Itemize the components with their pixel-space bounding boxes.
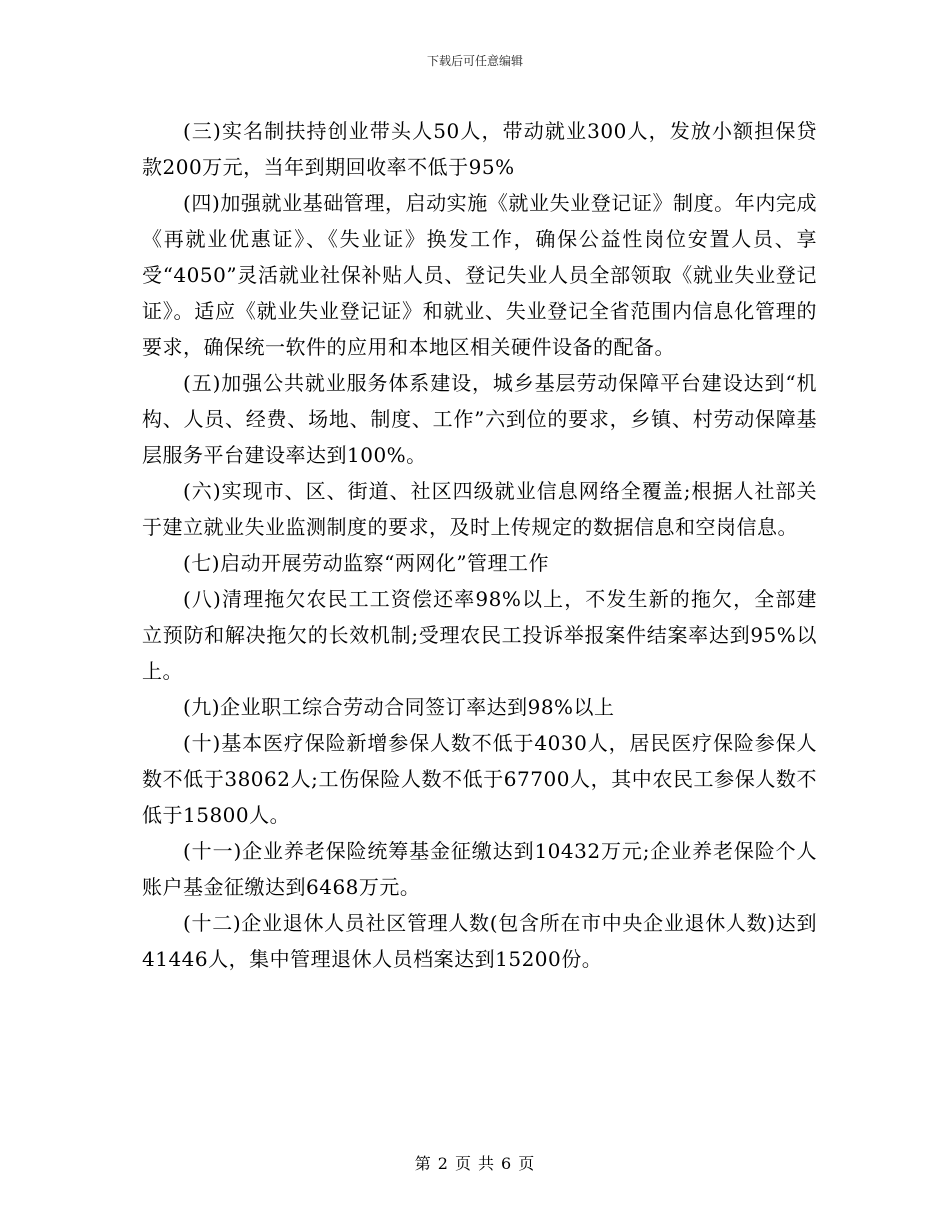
paragraph-11: (十一)企业养老保险统筹基金征缴达到10432万元;企业养老保险个人账户基金征缴达到6468万元。: [142, 839, 817, 899]
page-footer: [0, 1154, 950, 1174]
paragraph-6: (六)实现市、区、街道、社区四级就业信息网络全覆盖;根据人社部关于建立就业失业监测制度的要求，及时上传规定的数据信息和空岗信息。: [142, 479, 817, 539]
paragraph-3: (三)实名制扶持创业带头人50人，带动就业300人，发放小额担保贷款200万元，当年到期回收率不低于95%: [142, 119, 817, 179]
paragraph-5: (五)加强公共就业服务体系建设，城乡基层劳动保障平台建设达到“机构、人员、经费、场地、制度、工作”六到位的要求，乡镇、村劳动保障基层服务平台建设率达到100%。: [142, 371, 817, 467]
paragraph-9: (九)企业职工综合劳动合同签订率达到98%以上: [183, 695, 615, 719]
footer-suffix: 页: [518, 1154, 536, 1173]
paragraph-7: (七)启动开展劳动监察“两网化”管理工作: [183, 551, 550, 575]
paragraph-10: (十)基本医疗保险新增参保人数不低于4030人，居民医疗保险参保人数不低于38062人;工伤保险人数不低于67700人，其中农民工参保人数不低于15800人。: [142, 731, 817, 827]
paragraph-4: (四)加强就业基础管理，启动实施《就业失业登记证》制度。年内完成《再就业优惠证》、《失业证》换发工作，确保公益性岗位安置人员、享受“4050”灵活就业社保补贴人员、登记失业人员全部领取《就业失业登记证》。适应《就业失业登记证》和就业、失业登记全省范围内信息化管理的要求，确保统一软件的应用和本地区相关硬件设备的配备。: [142, 191, 817, 359]
document-body: [142, 113, 817, 977]
footer-prefix: 第: [414, 1154, 432, 1173]
page-header: 下载后可任意编辑: [426, 54, 523, 68]
paragraph-12: (十二)企业退休人员社区管理人数(包含所在市中央企业退休人数)达到41446人，集中管理退休人员档案达到15200份。: [142, 911, 817, 971]
footer-middle: 页 共: [454, 1154, 496, 1173]
total-pages-number: 6: [501, 1154, 513, 1173]
paragraph-8: (八)清理拖欠农民工工资偿还率98%以上，不发生新的拖欠，全部建立预防和解决拖欠的长效机制;受理农民工投诉举报案件结案率达到95%以上。: [142, 587, 817, 683]
current-page-number: 2: [437, 1154, 449, 1173]
